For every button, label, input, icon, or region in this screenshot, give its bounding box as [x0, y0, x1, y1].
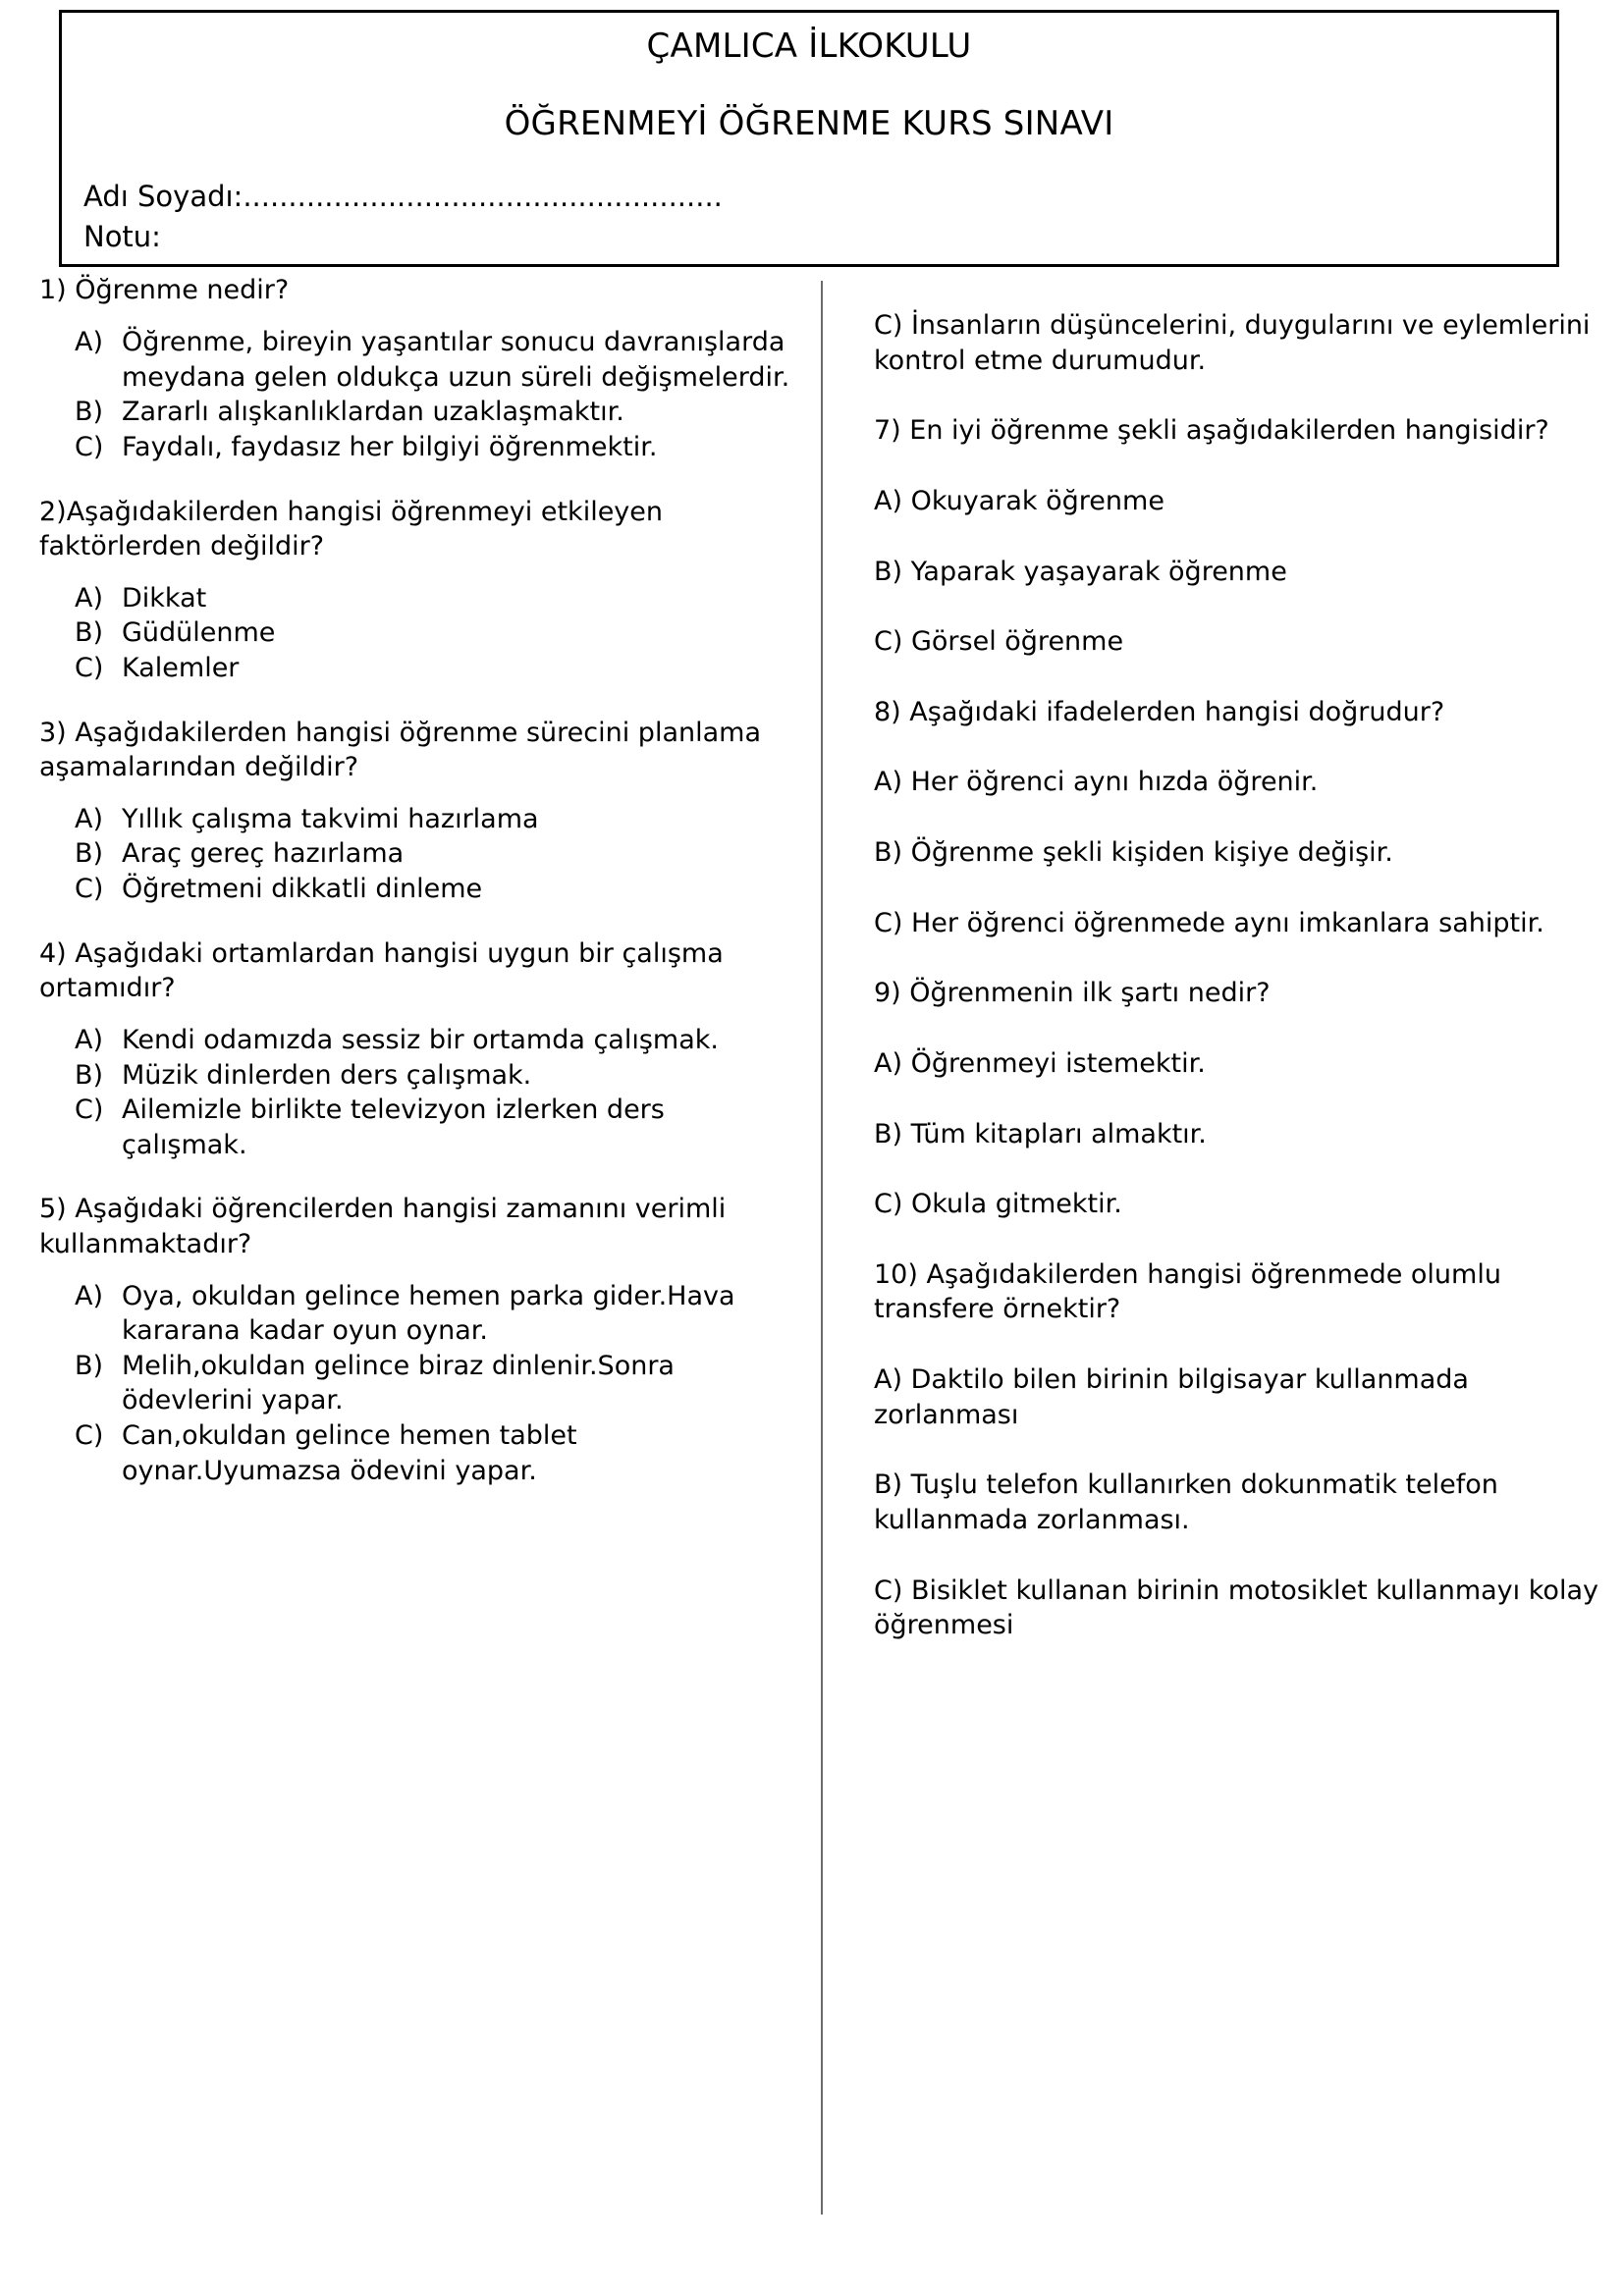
option-item[interactable] — [75, 1418, 795, 1488]
option-item[interactable] — [75, 1058, 795, 1094]
option-text: Faydalı, faydasız her bilgiyi öğrenmektir. — [122, 431, 658, 462]
option-text: Zararlı alışkanlıklardan uzaklaşmaktır. — [122, 397, 624, 428]
option-item[interactable] — [75, 395, 795, 430]
option-letter: C) — [75, 653, 104, 684]
option-item[interactable] — [75, 325, 795, 395]
question-text: 9) Öğrenmenin ilk şartı nedir? — [874, 978, 1271, 1009]
question-text: 8) Aşağıdaki ifadelerden hangisi doğrudur? — [874, 696, 1445, 727]
option-text: Oya, okuldan gelince hemen parka gider.Hava kararana kadar oyun oynar. — [122, 1280, 735, 1347]
option-text: Müzik dinlerden ders çalışmak. — [122, 1059, 532, 1091]
question-text: 7) En iyi öğrenme şekli aşağıdakilerden hangisidir? — [874, 415, 1549, 447]
option-letter: C) — [75, 874, 104, 905]
option-item[interactable]: A) Her öğrenci aynı hızda öğrenir. — [874, 767, 1319, 798]
option-text: Öğrenme, bireyin yaşantılar sonucu davranışlarda meydana gelen oldukça uzun süreli değişmelerdir. — [122, 327, 790, 393]
question-text: 1) Öğrenme nedir? — [39, 275, 290, 305]
option-item[interactable]: C) Görsel öğrenme — [874, 626, 1124, 658]
option-letter: C) — [75, 431, 104, 462]
option-text: Melih,okuldan gelince biraz dinlenir.Sonra ödevlerini yapar. — [122, 1350, 675, 1416]
option-text: Ailemizle birlikte televizyon izlerken ders çalışmak. — [122, 1095, 665, 1160]
option-item[interactable]: B) Tüm kitapları almaktır. — [874, 1118, 1207, 1149]
option-text: Kalemler — [122, 653, 240, 684]
option-letter: A) — [75, 1280, 104, 1311]
option-text: Araç gereç hazırlama — [122, 838, 405, 870]
question-columns — [0, 273, 1624, 2295]
option-item[interactable] — [75, 581, 795, 616]
option-letter: B) — [75, 397, 104, 428]
option-item[interactable] — [75, 1023, 795, 1058]
option-list — [75, 1023, 795, 1163]
option-letter: A) — [75, 582, 104, 614]
grade-field: Notu: — [83, 219, 161, 253]
option-item[interactable] — [75, 872, 795, 907]
option-list — [75, 1279, 795, 1489]
option-item[interactable] — [75, 430, 795, 465]
option-item[interactable]: B) Tuşlu telefon kullanırken dokunmatik telefon kullanmada zorlanması. — [874, 1469, 1498, 1535]
option-letter: B) — [75, 838, 104, 870]
option-item[interactable] — [75, 836, 795, 872]
school-name: ÇAMLICA İLKOKULU — [646, 27, 972, 66]
option-letter: C) — [75, 1420, 104, 1452]
option-item[interactable]: A) Öğrenmeyi istemektir. — [874, 1047, 1206, 1079]
option-item[interactable]: C) İnsanların düşüncelerini, duygularını ve eylemlerini kontrol etme durumudur. — [874, 310, 1591, 376]
option-text: Güdülenme — [122, 617, 276, 649]
option-letter: B) — [75, 1059, 104, 1091]
option-letter: B) — [75, 1350, 104, 1381]
option-letter: C) — [75, 1095, 104, 1126]
question-text: 3) Aşağıdakilerden hangisi öğrenme sürecini planlama aşamalarından değildir? — [39, 717, 761, 782]
option-item[interactable]: C) Okula gitmektir. — [874, 1189, 1122, 1220]
option-letter: B) — [75, 617, 104, 649]
option-item[interactable] — [75, 615, 795, 651]
question-text: 4) Aşağıdaki ortamlardan hangisi uygun bir çalışma ortamıdır? — [39, 937, 724, 1003]
option-list — [75, 325, 795, 465]
question-text: 10) Aşağıdakilerden hangisi öğrenmede olumlu transfere örnektir? — [874, 1258, 1501, 1325]
option-item[interactable]: A) Okuyarak öğrenme — [874, 485, 1164, 516]
option-item[interactable] — [75, 1279, 795, 1349]
option-item[interactable] — [75, 1093, 795, 1162]
option-item[interactable]: C) Her öğrenci öğrenmede aynı imkanlara sahiptir. — [874, 907, 1544, 938]
left-question-column — [39, 273, 795, 1488]
option-item[interactable] — [75, 802, 795, 837]
option-letter: A) — [75, 1024, 104, 1055]
option-list — [75, 802, 795, 907]
option-item[interactable]: B) Öğrenme şekli kişiden kişiye değişir. — [874, 837, 1393, 868]
column-divider — [821, 281, 823, 2215]
option-text: Dikkat — [122, 582, 207, 614]
option-list — [75, 581, 795, 686]
student-name-field: Adı Soyadı:..................................................... — [83, 179, 723, 213]
exam-header-box — [59, 10, 1559, 267]
question-text: 5) Aşağıdaki öğrencilerden hangisi zamanını verimli kullanmaktadır? — [39, 1194, 727, 1259]
option-item[interactable]: B) Yaparak yaşayarak öğrenme — [874, 556, 1287, 587]
question-text: 2)Aşağıdakilerden hangisi öğrenmeyi etkileyen faktörlerden değildir? — [39, 496, 664, 561]
option-text: Kendi odamızda sessiz bir ortamda çalışmak. — [122, 1024, 719, 1055]
option-item[interactable] — [75, 651, 795, 686]
option-item[interactable]: A) Daktilo bilen birinin bilgisayar kullanmada zorlanması — [874, 1364, 1469, 1430]
option-letter: A) — [75, 327, 104, 358]
option-letter: A) — [75, 803, 104, 834]
option-item[interactable] — [75, 1349, 795, 1418]
option-text: Yıllık çalışma takvimi hazırlama — [122, 803, 539, 834]
option-text: Öğretmeni dikkatli dinleme — [122, 874, 483, 905]
option-text: Can,okuldan gelince hemen tablet oynar.Uyumazsa ödevini yapar. — [122, 1420, 577, 1486]
exam-title: ÖĞRENMEYİ ÖĞRENME KURS SINAVI — [504, 103, 1114, 143]
right-question-column — [874, 273, 1600, 1643]
option-item[interactable]: C) Bisiklet kullanan birinin motosiklet kullanmayı kolay öğrenmesi — [874, 1575, 1598, 1641]
